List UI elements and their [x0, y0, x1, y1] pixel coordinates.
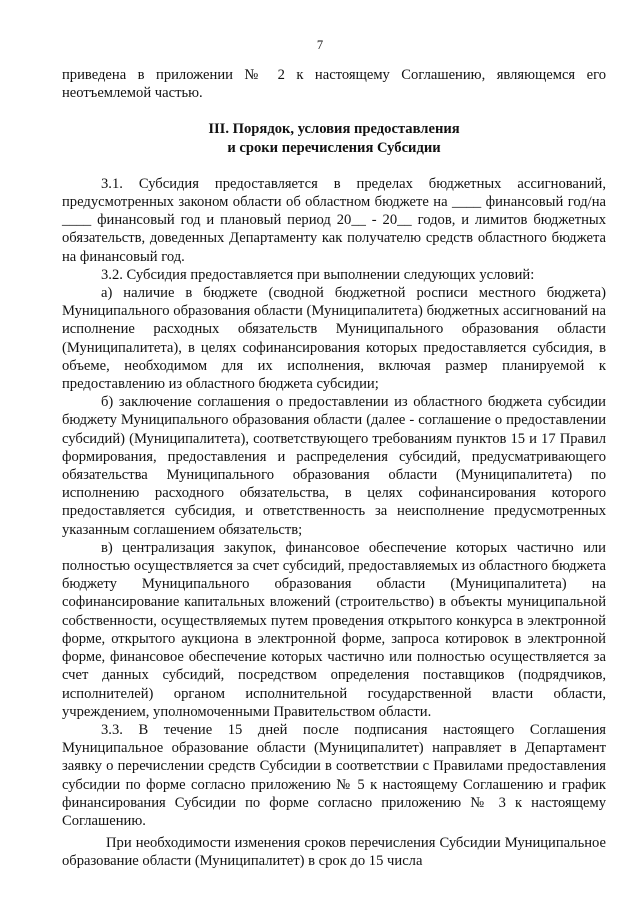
section-heading-line-1: III. Порядок, условия предоставления: [208, 121, 460, 138]
subparagraph-a: а) наличие в бюджете (сводной бюджетной росписи местного бюджета) Муниципального образования области (Муниципалитета) бюджетных ассигнований на исполнение расходных обязательств Муниципального образования области (Муниципалитета), в целях софинансирования которых предоставляется субсидия, в объеме, необходимом для их исполнения, включая размер планируемой к предоставлению из областного бюджета субсидии;: [62, 285, 606, 393]
paragraph-3-3: 3.3. В течение 15 дней после подписания настоящего Соглашения Муниципальное образование области (Муниципалитет) направляет в Департамент заявку о перечислении средств Субсидии в соответствии с Правилами предоставления субсидии по форме согласно приложению № 5 к настоящему Соглашению и график финансирования Субсидии по форме согласно приложению № 3 к настоящему Соглашению.: [62, 721, 606, 829]
document-body: [62, 66, 606, 871]
subparagraph-v: в) централизация закупок, финансовое обеспечение которых частично или полностью осуществляется за счет субсидий, предоставляемых из областного бюджета бюджету Муниципального образования области (Муниципалитета) на софинансирование капитальных вложений (строительство) в объекты муниципальной собственности, осуществляемых путем проведения открытого конкурса в электронной форме, открытого аукциона в электронной форме, запроса котировок в электронной форме, финансовое обеспечение которых частично или полностью осуществляется за счет данных субсидий, посредством определения поставщиков (подрядчиков, исполнителей) органом исполнительной государственной власти области, учреждением, уполномоченными Правительством области.: [62, 539, 606, 720]
intro-paragraph: приведена в приложении № 2 к настоящему Соглашению, являющемся его неотъемлемой частью.: [62, 67, 606, 102]
paragraph-3-1: 3.1. Субсидия предоставляется в пределах бюджетных ассигнований, предусмотренных законом области об областном бюджете на ____ финансовый год/на ____ финансовый год и плановый период 20__ - 20__ годов, и лимитов бюджетных обязательств, доведенных Департаменту как получателю средств областного бюджета на финансовый год.: [62, 175, 606, 265]
section-heading: [62, 120, 606, 156]
page-number: 7: [316, 38, 324, 52]
paragraph-change-dates: При необходимости изменения сроков перечисления Субсидии Муниципальное образование области (Муниципалитет) в срок до 15 числа: [62, 835, 606, 870]
section-heading-line-2: и сроки перечисления Субсидии: [227, 139, 441, 156]
paragraph-3-2: 3.2. Субсидия предоставляется при выполнении следующих условий:: [101, 266, 535, 283]
subparagraph-b: б) заключение соглашения о предоставлении из областного бюджета субсидии бюджету Муниципального образования области (далее - соглашение о предоставлении субсидий) (Муниципалитета), соответствующего требованиям пунктов 15 и 17 Правил формирования, предоставления и распределения субсидий, предусматривающего обязательства Муниципального образования области (Муниципалитета) по исполнению расходного обязательства, в целях софинансирования которого предоставляется субсидия, и ответственность за неисполнение предусмотренных указанным соглашением обязательств;: [62, 394, 606, 538]
